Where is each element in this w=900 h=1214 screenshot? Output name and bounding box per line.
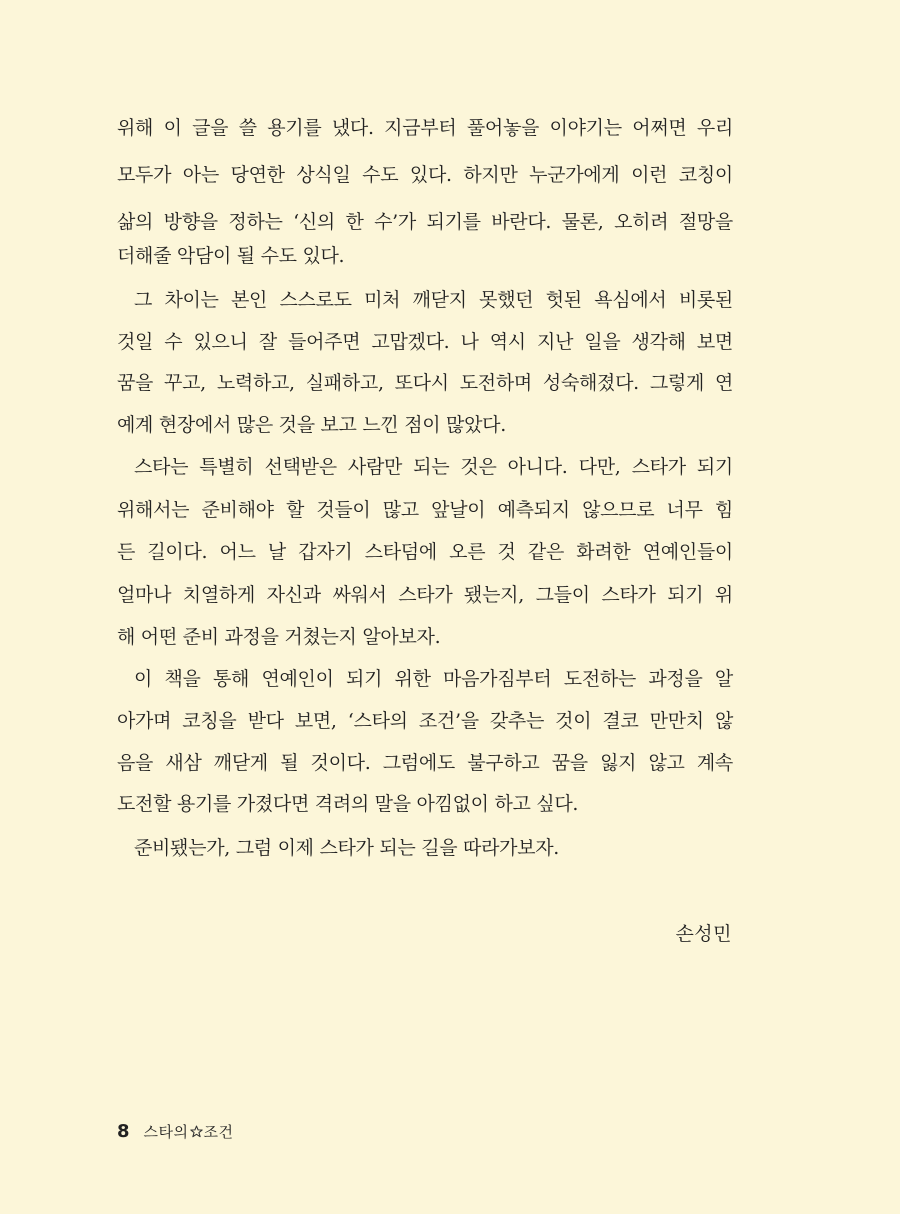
body-line-10: 위해서는 준비해야 할 것들이 많고 앞날이 예측되지 않으므로 너무 힘	[117, 499, 733, 521]
body-line-9: 스타는 특별히 선택받은 사람만 되는 것은 아니다. 다만, 스타가 되기	[134, 456, 733, 478]
body-line-6: 것일 수 있으니 잘 들어주면 고맙겠다. 나 역시 지난 일을 생각해 보면	[117, 331, 733, 353]
body-line-7: 꿈을 꾸고, 노력하고, 실패하고, 또다시 도전하며 성숙해졌다. 그렇게 연	[117, 372, 733, 394]
body-line-4: 더해줄 악담이 될 수도 있다.	[117, 245, 345, 267]
body-line-2: 모두가 아는 당연한 상식일 수도 있다. 하지만 누군가에게 이런 코칭이	[117, 164, 733, 186]
body-line-1: 위해 이 글을 쓸 용기를 냈다. 지금부터 풀어놓을 이야기는 어쩌면 우리	[117, 117, 733, 139]
body-line-11: 든 길이다. 어느 날 갑자기 스타덤에 오른 것 같은 화려한 연예인들이	[117, 541, 733, 563]
author-signature: 손성민	[675, 923, 732, 945]
body-line-3: 삶의 방향을 정하는 ‘신의 한 수’가 되기를 바란다. 물론, 오히려 절망을	[117, 211, 733, 233]
body-line-18: 준비됐는가, 그럼 이제 스타가 되는 길을 따라가보자.	[134, 837, 560, 859]
page-number: 8	[117, 1120, 130, 1142]
body-line-13: 해 어떤 준비 과정을 거쳤는지 알아보자.	[117, 626, 441, 648]
star-outline-icon	[190, 1125, 203, 1138]
body-line-14: 이 책을 통해 연예인이 되기 위한 마음가짐부터 도전하는 과정을 알	[134, 668, 733, 690]
body-line-17: 도전할 용기를 가졌다면 격려의 말을 아낌없이 하고 싶다.	[117, 793, 579, 815]
running-title	[144, 1121, 234, 1142]
running-title-part1: 스타의	[143, 1122, 189, 1141]
body-line-8: 예계 현장에서 많은 것을 보고 느낀 점이 많았다.	[117, 414, 506, 436]
body-line-12: 얼마나 치열하게 자신과 싸워서 스타가 됐는지, 그들이 스타가 되기 위	[117, 584, 733, 606]
body-line-15: 아가며 코칭을 받다 보면, ‘스타의 조건’을 갖추는 것이 결코 만만치 않	[117, 710, 733, 732]
running-title-part2: 조건	[203, 1122, 234, 1141]
body-line-16: 음을 새삼 깨닫게 될 것이다. 그럼에도 불구하고 꿈을 잃지 않고 계속	[117, 752, 733, 774]
page-footer	[117, 1116, 234, 1146]
body-line-5: 그 차이는 본인 스스로도 미처 깨닫지 못했던 헛된 욕심에서 비롯된	[134, 289, 733, 311]
